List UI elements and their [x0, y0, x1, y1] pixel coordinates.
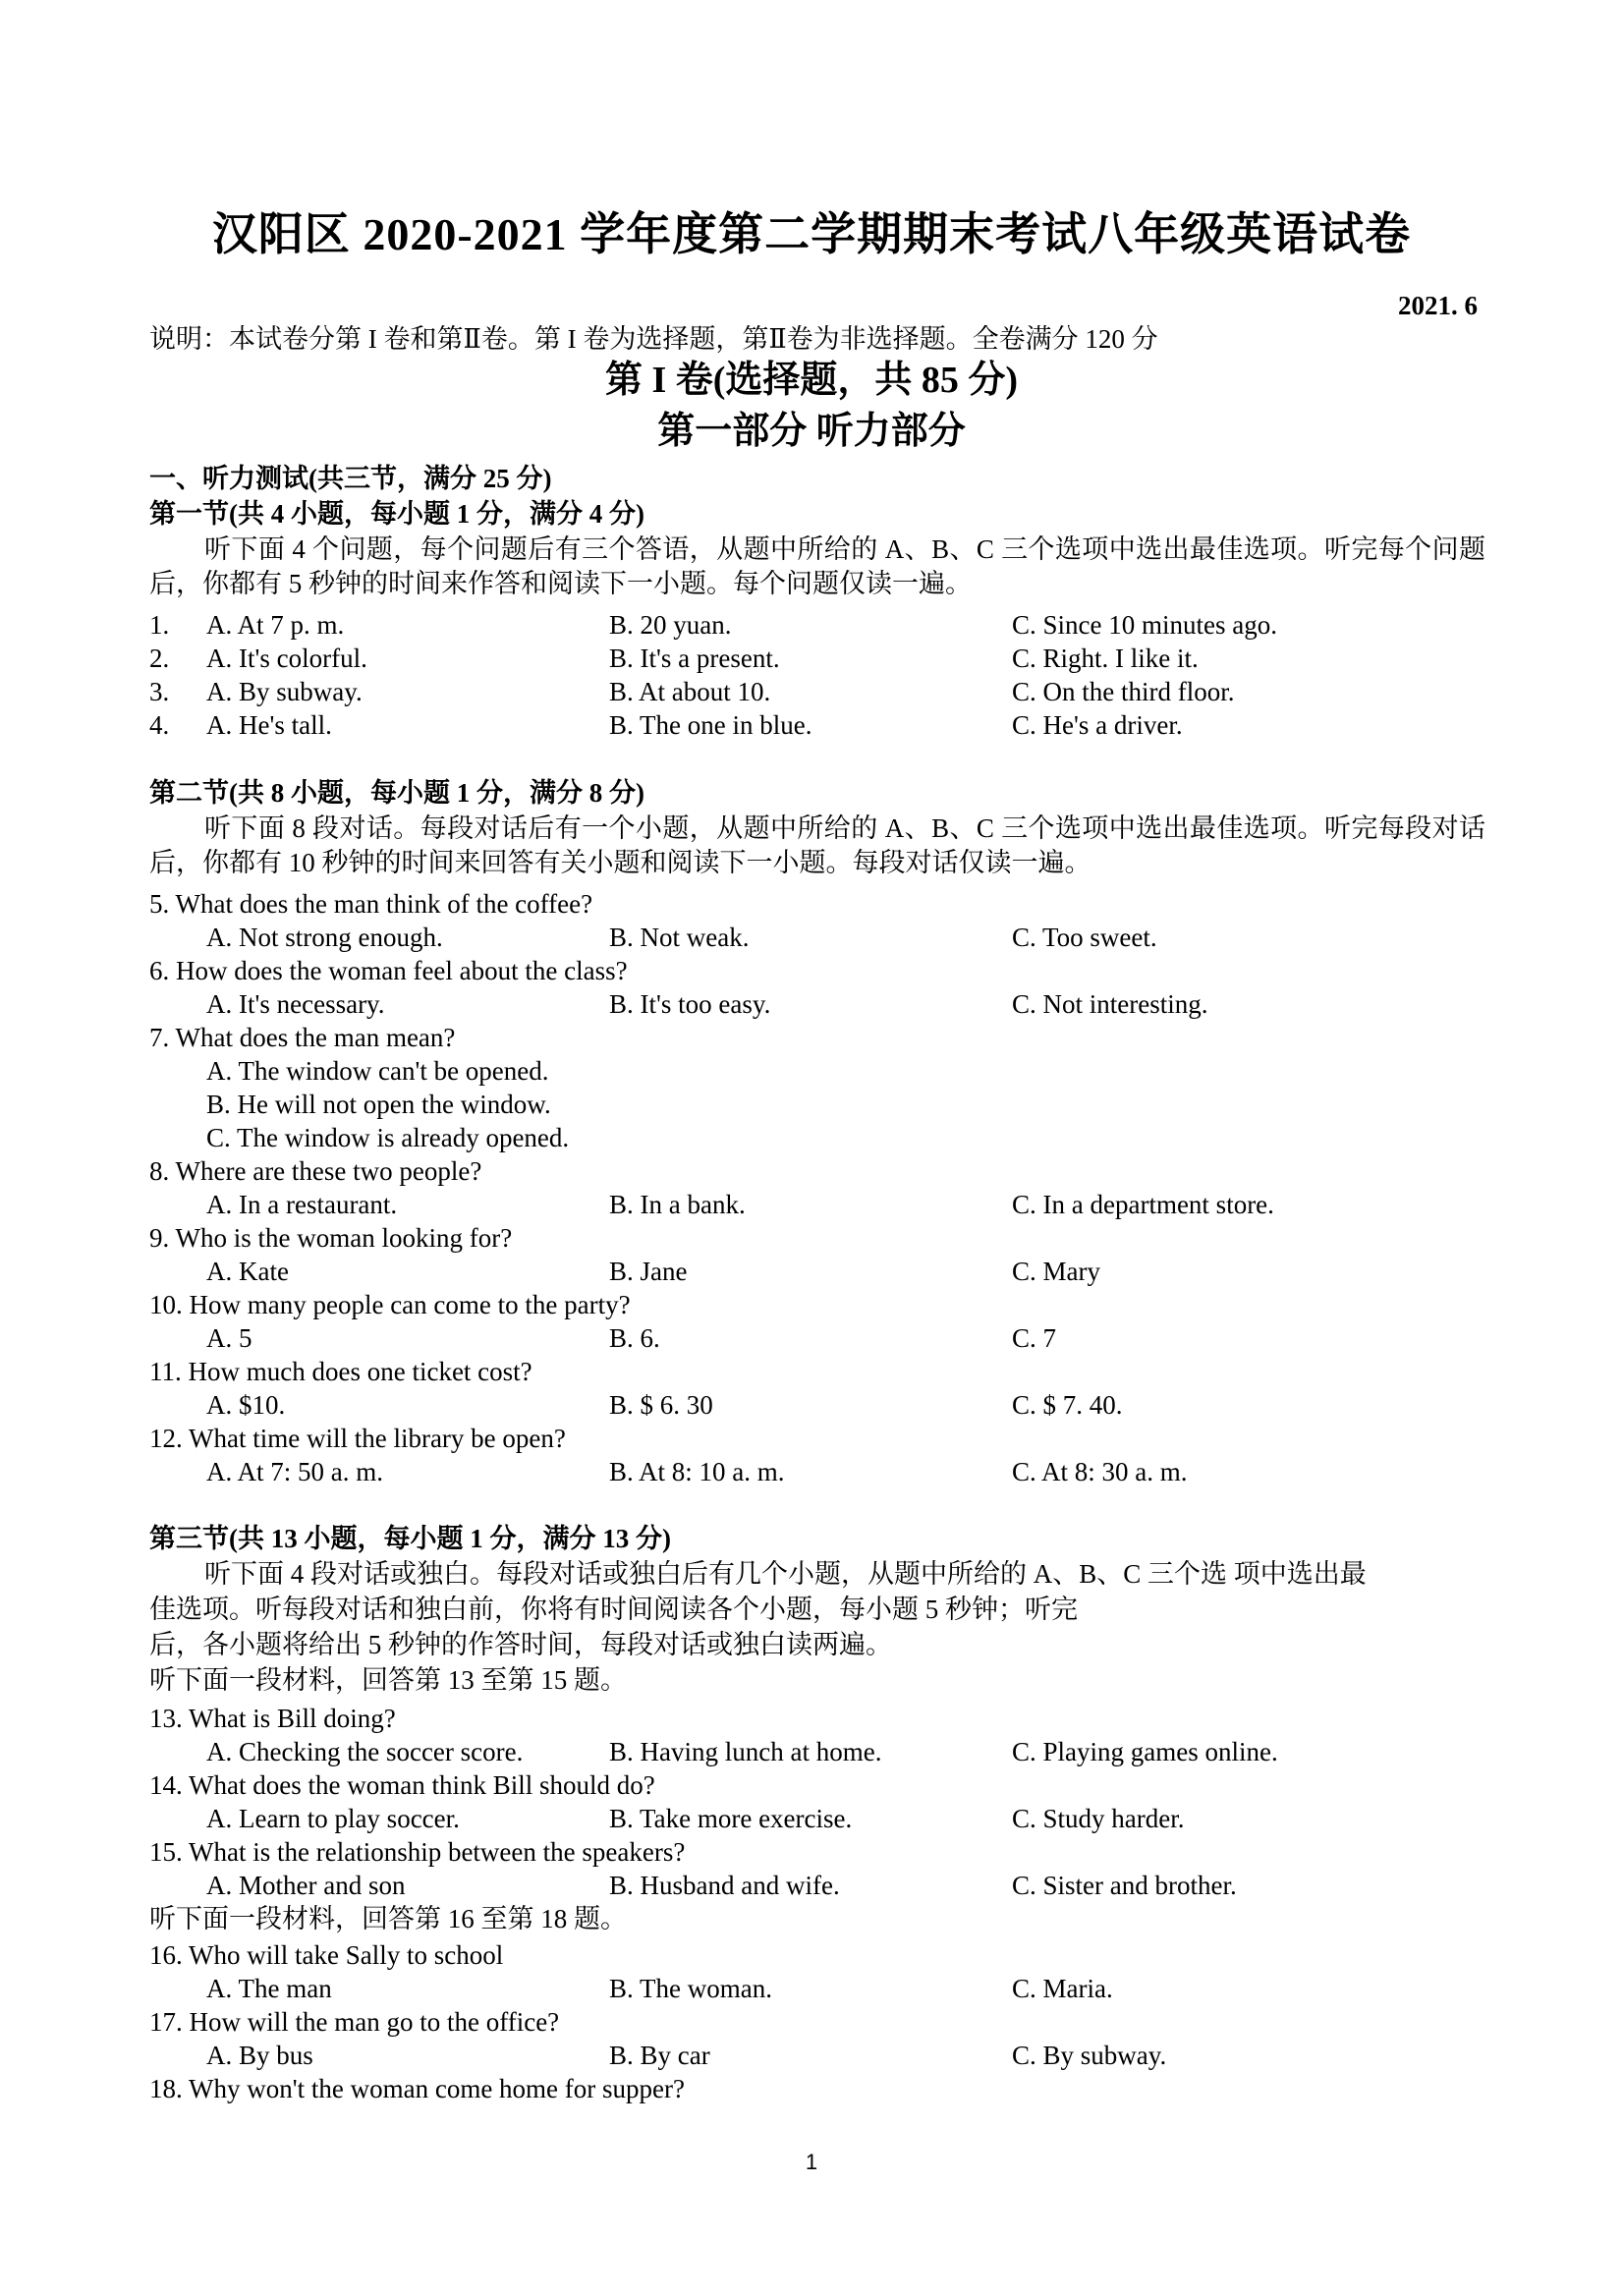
q12-option-a: A. At 7: 50 a. m. [206, 1457, 383, 1486]
q3-option-b: B. At about 10. [609, 677, 771, 706]
q4-number: 4. [149, 710, 170, 740]
q10-option-c: C. 7 [1012, 1323, 1057, 1353]
q18-question: 18. Why won't the woman come home for supper? [149, 2074, 685, 2103]
page-number: 1 [805, 2150, 818, 2174]
q16-option-c: C. Maria. [1012, 1974, 1113, 2003]
q2-option-c: C. Right. I like it. [1012, 644, 1199, 673]
section2-instruction: 听下面 8 段对话。每段对话后有一个小题，从题中所给的 A、B、C 三个选项中选出最佳选项。听完每段对话后，你都有 10 秒钟的时间来回答有关小题和阅读下一小题。每段对话仅读一遍。 [149, 813, 1485, 877]
exam-date: 2021. 6 [1398, 291, 1478, 320]
q4-option-c: C. He's a driver. [1012, 710, 1183, 740]
q17-option-c: C. By subway. [1012, 2041, 1167, 2070]
q8-option-a: A. In a restaurant. [206, 1190, 398, 1219]
q11-option-a: A. $10. [206, 1390, 286, 1420]
volume-title: 第 I 卷(选择题，共 85 分) [604, 360, 1019, 401]
q10-question: 10. How many people can come to the party? [149, 1290, 631, 1319]
q15-option-a: A. Mother and son [206, 1871, 406, 1900]
q6-option-a: A. It's necessary. [206, 989, 385, 1019]
q11-option-c: C. $ 7. 40. [1012, 1390, 1123, 1420]
q6-question: 6. How does the woman feel about the class? [149, 956, 628, 985]
q8-question: 8. Where are these two people? [149, 1156, 482, 1186]
q5-option-b: B. Not weak. [609, 923, 750, 952]
listening-heading: 一、听力测试(共三节，满分 25 分) [149, 464, 552, 493]
material1-note: 听下面一段材料，回答第 13 至第 15 题。 [149, 1665, 627, 1695]
q11-option-b: B. $ 6. 30 [609, 1390, 713, 1420]
q15-option-b: B. Husband and wife. [609, 1871, 840, 1900]
material2-note: 听下面一段材料，回答第 16 至第 18 题。 [149, 1904, 627, 1933]
section1-instruction: 听下面 4 个问题，每个问题后有三个答语，从题中所给的 A、B、C 三个选项中选出最佳选项。听完每个问题后，你都有 5 秒钟的时间来作答和阅读下一小题。每个问题仅读一遍。 [149, 534, 1485, 598]
part-title: 第一部分 听力部分 [657, 411, 966, 452]
q6-option-c: C. Not interesting. [1012, 989, 1208, 1019]
q7-option-a: A. The window can't be opened. [206, 1056, 549, 1086]
q17-question: 17. How will the man go to the office? [149, 2007, 560, 2037]
q2-option-a: A. It's colorful. [206, 644, 367, 673]
q7-question: 7. What does the man mean? [149, 1023, 456, 1052]
q16-option-b: B. The woman. [609, 1974, 772, 2003]
q5-question: 5. What does the man think of the coffee? [149, 889, 593, 919]
q3-number: 3. [149, 677, 170, 706]
section2-heading: 第二节(共 8 小题，每小题 1 分，满分 8 分) [149, 778, 644, 808]
q12-option-b: B. At 8: 10 a. m. [609, 1457, 785, 1486]
q14-question: 14. What does the woman think Bill should do? [149, 1770, 655, 1800]
q16-question: 16. Who will take Sally to school [149, 1940, 504, 1970]
q1-option-a: A. At 7 p. m. [206, 610, 345, 640]
q12-question: 12. What time will the library be open? [149, 1424, 566, 1453]
q7-option-c: C. The window is already opened. [206, 1123, 570, 1152]
q13-option-c: C. Playing games online. [1012, 1737, 1278, 1766]
q17-option-b: B. By car [609, 2041, 710, 2070]
q8-option-b: B. In a bank. [609, 1190, 746, 1219]
exam-note: 说明：本试卷分第 I 卷和第Ⅱ卷。第 I 卷为选择题，第Ⅱ卷为非选择题。全卷满分 120 分 [149, 324, 1158, 354]
q1-number: 1. [149, 610, 170, 640]
q17-option-a: A. By bus [206, 2041, 313, 2070]
q9-option-a: A. Kate [206, 1257, 289, 1286]
q15-question: 15. What is the relationship between the speakers? [149, 1837, 686, 1867]
q9-option-b: B. Jane [609, 1257, 688, 1286]
q3-option-c: C. On the third floor. [1012, 677, 1235, 706]
section3-instruction-line2: 佳选项。听每段对话和独白前，你将有时间阅读各个小题，每小题 5 秒钟；听完 [149, 1595, 1078, 1624]
q9-option-c: C. Mary [1012, 1257, 1100, 1286]
q5-option-a: A. Not strong enough. [206, 923, 443, 952]
q6-option-b: B. It's too easy. [609, 989, 771, 1019]
q12-option-c: C. At 8: 30 a. m. [1012, 1457, 1188, 1486]
q2-option-b: B. It's a present. [609, 644, 780, 673]
q4-option-a: A. He's tall. [206, 710, 332, 740]
q14-option-c: C. Study harder. [1012, 1804, 1185, 1833]
q8-option-c: C. In a department store. [1012, 1190, 1274, 1219]
q14-option-b: B. Take more exercise. [609, 1804, 853, 1833]
exam-title: 汉阳区 2020-2021 学年度第二学期期末考试八年级英语试卷 [211, 209, 1412, 259]
q1-option-b: B. 20 yuan. [609, 610, 732, 640]
q14-option-a: A. Learn to play soccer. [206, 1804, 460, 1833]
section1-heading: 第一节(共 4 小题，每小题 1 分，满分 4 分) [149, 499, 644, 529]
q9-question: 9. Who is the woman looking for? [149, 1223, 513, 1253]
q13-option-a: A. Checking the soccer score. [206, 1737, 524, 1766]
q7-option-b: B. He will not open the window. [206, 1090, 551, 1119]
q3-option-a: A. By subway. [206, 677, 363, 706]
q5-option-c: C. Too sweet. [1012, 923, 1157, 952]
q11-question: 11. How much does one ticket cost? [149, 1357, 532, 1386]
q15-option-c: C. Sister and brother. [1012, 1871, 1237, 1900]
q16-option-a: A. The man [206, 1974, 332, 2003]
q2-number: 2. [149, 644, 170, 673]
q1-option-c: C. Since 10 minutes ago. [1012, 610, 1277, 640]
q10-option-a: A. 5 [206, 1323, 252, 1353]
q13-question: 13. What is Bill doing? [149, 1704, 396, 1733]
section3-heading: 第三节(共 13 小题，每小题 1 分，满分 13 分) [149, 1524, 671, 1553]
q10-option-b: B. 6. [609, 1323, 660, 1353]
section3-instruction-line1: 听下面 4 段对话或独白。每段对话或独白后有几个小题，从题中所给的 A、B、C 三个选 项中选出最 [204, 1559, 1367, 1589]
q4-option-b: B. The one in blue. [609, 710, 812, 740]
section3-instruction-line3: 后，各小题将给出 5 秒钟的作答时间，每段对话或独白读两遍。 [149, 1630, 892, 1659]
q13-option-b: B. Having lunch at home. [609, 1737, 882, 1766]
